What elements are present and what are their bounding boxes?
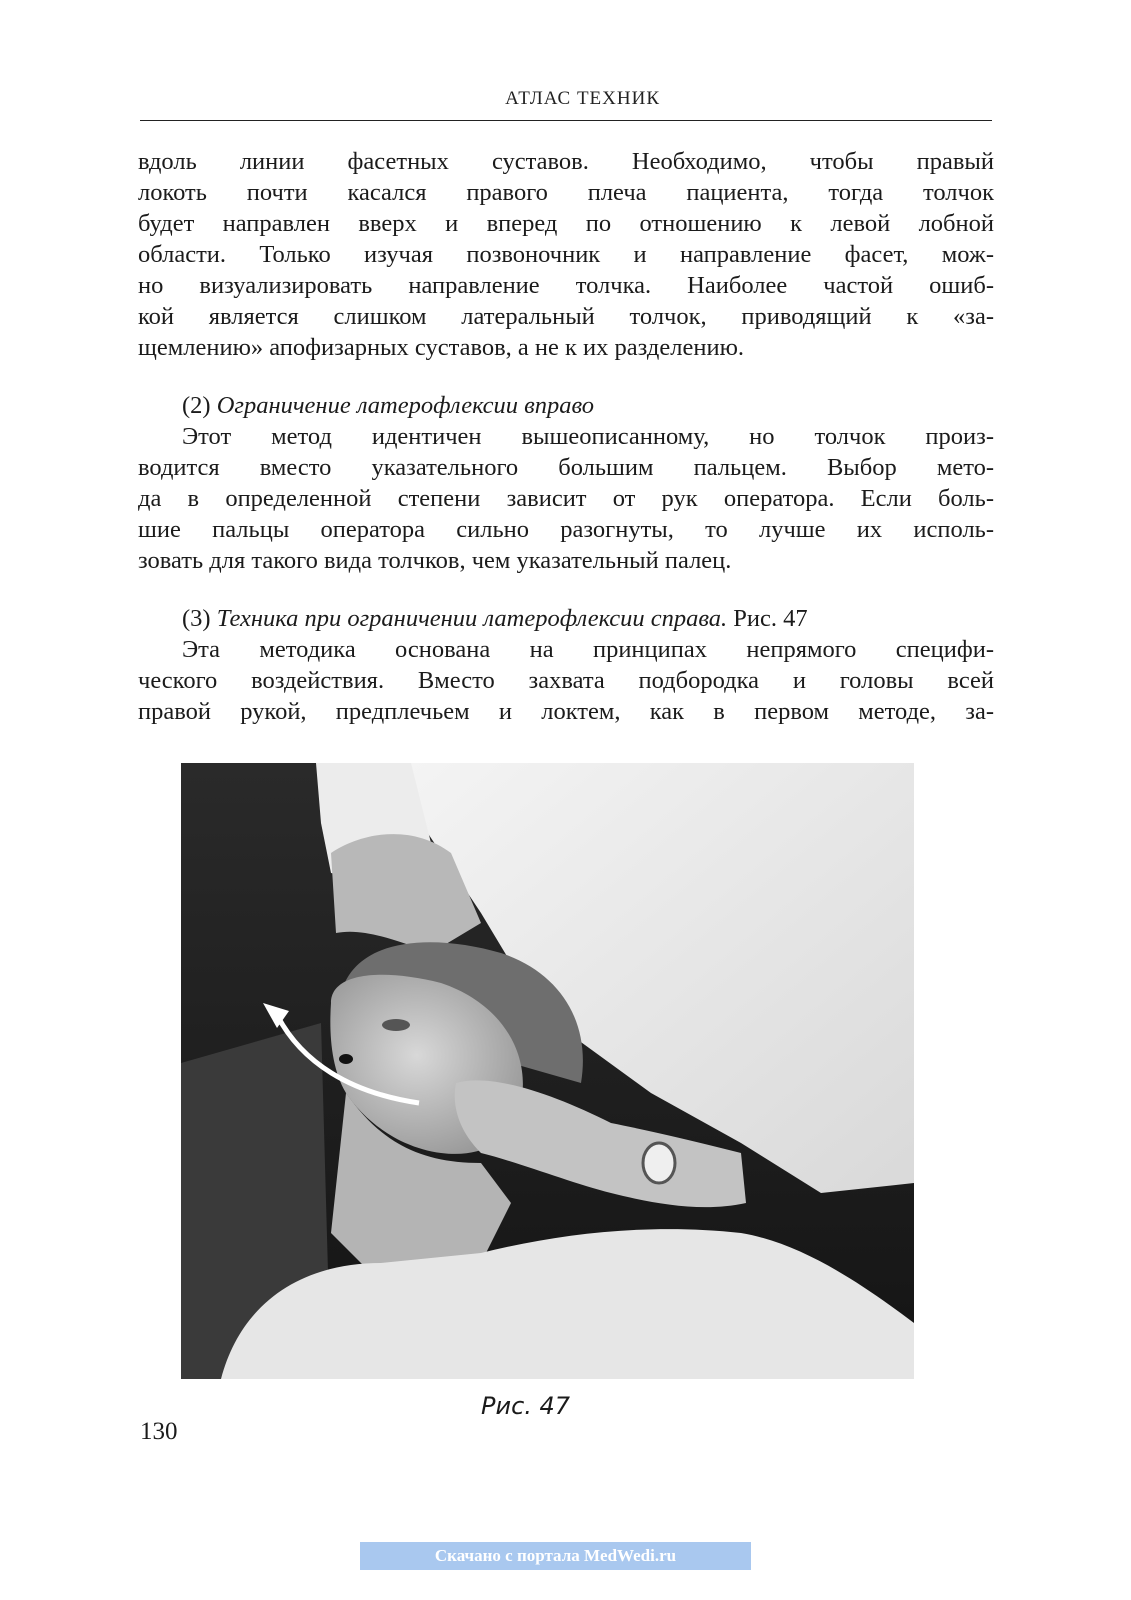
text-line: Эта методика основана на принципах непрямого специфи- bbox=[182, 636, 994, 663]
text-line: Этот метод идентичен вышеописанному, но толчок произ- bbox=[182, 423, 994, 450]
text-line: но визуализировать направление толчка. Наиболее частой ошиб- bbox=[138, 272, 994, 299]
running-head-title: АТЛАС ТЕХНИК bbox=[505, 88, 660, 109]
section-number: (2) bbox=[182, 392, 211, 419]
text-line: ческого воздействия. Вместо захвата подбородка и головы всей bbox=[138, 667, 994, 694]
figure-photo bbox=[181, 763, 914, 1379]
download-watermark bbox=[360, 1542, 751, 1570]
section-heading bbox=[138, 390, 994, 421]
figure-caption: Рис. 47 bbox=[481, 1392, 571, 1420]
section-title: Ограничение латерофлексии вправо bbox=[216, 392, 595, 419]
figure-reference: Рис. 47 bbox=[733, 605, 808, 632]
text-line: водится вместо указательного большим пальцем. Выбор мето- bbox=[138, 454, 994, 481]
photo-illustration bbox=[181, 763, 914, 1379]
watermark-text: Скачано с портала MedWedi.ru bbox=[434, 1546, 677, 1565]
text-line: будет направлен вверх и вперед по отношению к левой лобной bbox=[138, 210, 994, 237]
section-heading bbox=[138, 603, 994, 634]
page-number: 130 bbox=[140, 1418, 178, 1445]
section-title: Техника при ограничении латерофлексии справа. bbox=[216, 605, 728, 632]
text-line: щемлению» апофизарных суставов, а не к их разделению. bbox=[138, 334, 744, 361]
paragraph-3 bbox=[138, 603, 994, 727]
text-line: локоть почти касался правого плеча пациента, тогда толчок bbox=[138, 179, 994, 206]
text-line: правой рукой, предплечьем и локтем, как в первом методе, за- bbox=[138, 698, 994, 725]
paragraph-1 bbox=[138, 146, 994, 363]
paragraph-2 bbox=[138, 390, 994, 576]
text-line: области. Только изучая позвоночник и направление фасет, мож- bbox=[138, 241, 994, 268]
text-line: зовать для такого вида толчков, чем указательный палец. bbox=[138, 547, 732, 574]
running-head bbox=[140, 86, 992, 121]
section-number: (3) bbox=[182, 605, 211, 632]
text-line: да в определенной степени зависит от рук оператора. Если боль- bbox=[138, 485, 994, 512]
text-line: кой является слишком латеральный толчок, приводящий к «за- bbox=[138, 303, 994, 330]
text-line: шие пальцы оператора сильно разогнуты, то лучше их исполь- bbox=[138, 516, 994, 543]
text-line: вдоль линии фасетных суставов. Необходимо, чтобы правый bbox=[138, 148, 994, 175]
